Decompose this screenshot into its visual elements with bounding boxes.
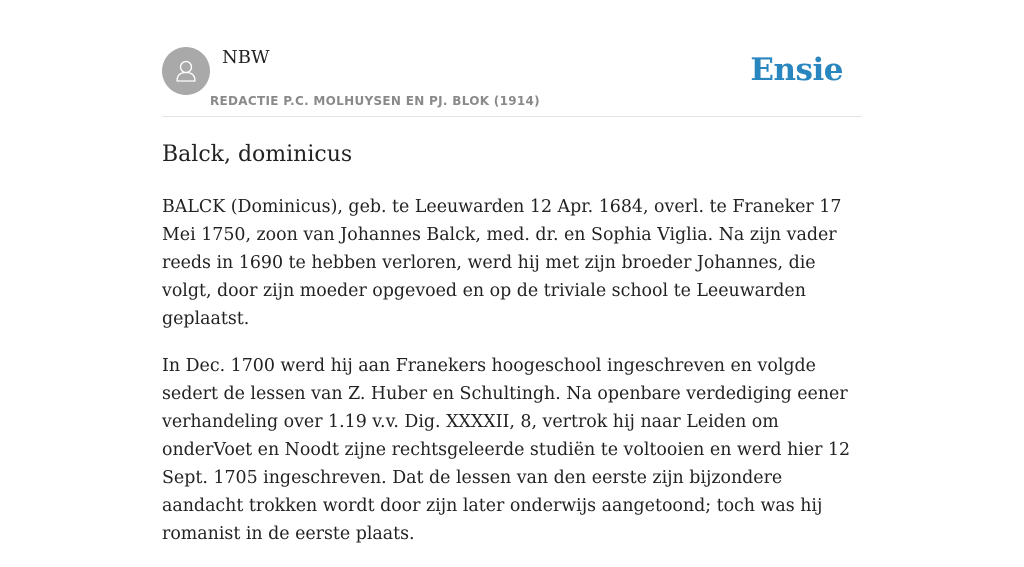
article-paragraph: BALCK (Dominicus), geb. te Leeuwarden 12 Apr. 1684, overl. te Franeker 17 Mei 1750, zoon van Johannes Balck, med. dr. en Sophia Viglia. Na zijn vader reeds in 1690 te hebben verloren, werd hij met zijn broeder Johannes, die volgt, door zijn moeder opgevoed en op de triviale school te Leeuwarden geplaatst. <box>162 197 842 329</box>
author-name[interactable]: NBW <box>222 47 270 68</box>
article-title: Balck, dominicus <box>162 142 353 167</box>
article-header <box>162 0 862 117</box>
article-paragraph: In Dec. 1700 werd hij aan Franekers hoogeschool ingeschreven en volgde sedert de lessen van Z. Huber en Schultingh. Na openbare verdediging eener verhandeling over 1.19 v.v. Dig. XXXXII, 8, vertrok hij naar Leiden om onderVoet en Noodt zijne rechtsgeleerde studiën te voltooien en werd hier 12 Sept. 1705 ingeschreven. Dat de lessen van den eerste zijn bijzondere aandacht trokken wordt door zijn later onderwijs aangetoond; toch was hij romanist in de eerste plaats. <box>162 356 851 544</box>
user-icon <box>172 57 200 85</box>
brand-logo[interactable]: Ensie <box>750 52 843 88</box>
article-body <box>162 138 862 567</box>
editors-credit: REDACTIE P.C. MOLHUYSEN EN PJ. BLOK (1914) <box>210 94 540 108</box>
author-avatar[interactable] <box>162 47 210 95</box>
